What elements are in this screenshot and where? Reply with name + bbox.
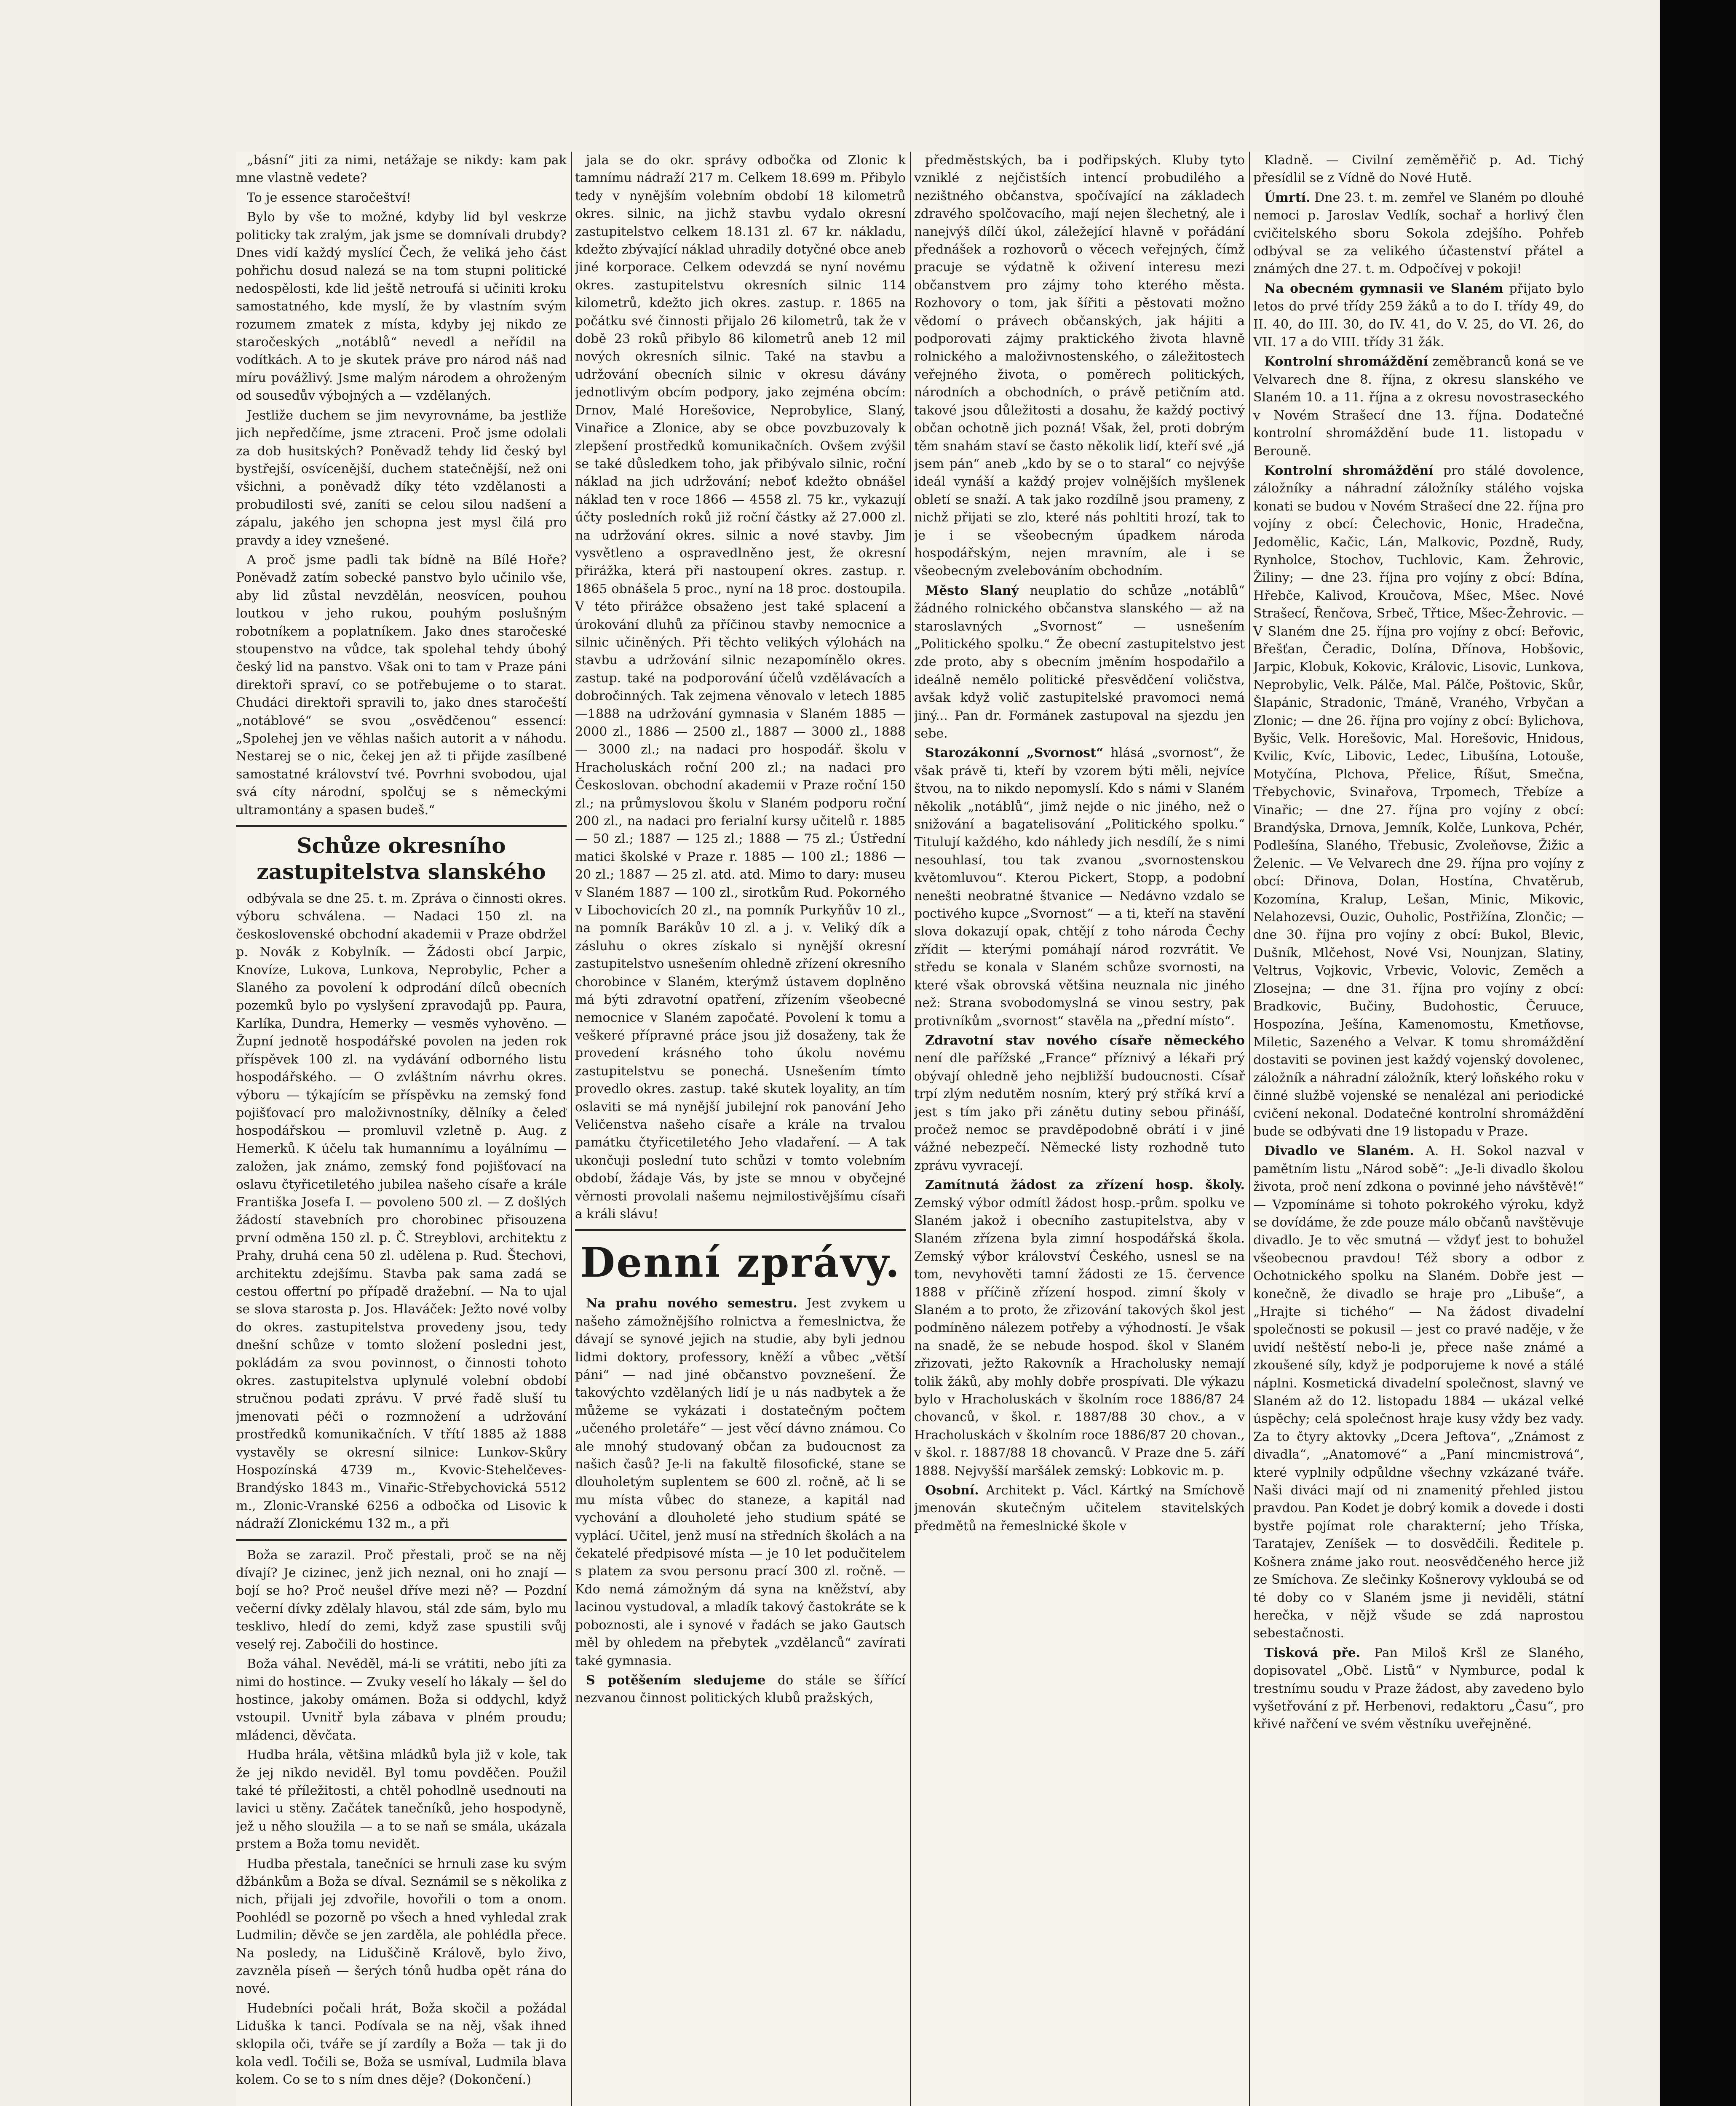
news-text: Dne 23. t. m. zemřel ve Slaném po dlouhé nemoci p. Jaroslav Vedlík, sochař a horlivý člen cvičitelského sboru Sokola zdejšího. Pohřeb odbýval se za velikého účastenství přátel a známých dne 27. t. m. Odpočívej v pokoji! [1253, 190, 1584, 277]
news-text: pro stálé dovolence, záložníky a náhradní záložníky stálého vojska konati se budou v Novém Strašecí dne 22. října pro vojíny z obcí: Čelechovic, Honic, Hradečna, Jedomělic, Kačic, Lán, Malkovic, Pozdně, Rudy, Rynholce, Stochov, Tuchlovic, Kam. Žehrovic, Žiliny; — dne 23. října pro vojíny z obcí: Bdína, Hřebče, Kalivod, Kroučova, Mšec, Mšec. Nové Strašecí, Řenčova, Srbeč, Třtice, Mšec-Žehrovic. — V Slaném dne 25. října pro vojíny z obcí: Beřovic, Břešťan, Čeradic, Dolína, Dřínova, Hobšovic, Jarpic, Klobuk, Kokovic, Královic, Lisovic, Lunkova, Neprobylic, Velk. Pálče, Mal. Pálče, Poštovic, Skůr, Šlapánic, Stradonic, Tmáně, Vraného, Vrbyčan a Zlonic; — dne 26. října pro vojíny z obcí: Bylichova, Byšic, Velk. Horešovic, Mal. Horešovic, Hnidous, Kvilic, Kvíc, Libovic, Ledec, Libušína, Lotouše, Motyčína, Plchova, Přelice, Říšut, Smečna, Třebychovic, Svinařova, Trpomech, Třebíze a Vinařic; — dne 27. října pro vojíny z obcí: Brandýska, Drnova, Jemník, Kolče, Lunkova, Pchér, Podlešína, Slaného, Třebusic, Zvoleňovse, Žižic a Želenic. — Ve Velvarech dne 29. října pro vojíny z obcí: Dřinova, Dolan, Hostína, Chvatěrub, Kozomína, Kralup, Lešan, Minic, Mikovic, Nelahozevsi, Ouzic, Ouholic, Postřižína, Zlončic; — dne 30. října pro vojíny z obcí: Bukol, Blevic, Dušník, Mlčehost, Nové Vsi, Nounjzan, Slatiny, Veltrus, Vojkovic, Vrbevic, Volovic, Zeměch a Zlosejna; — dne 31. října pro vojíny z obcí: Bradkovic, Bučiny, Budohostic, Čeruuce, Hospozína, Ješína, Kamenomostu, Kmetňovse, Miletic, Sazeného a Velvar. K tomu shromáždění dostaviti se povinen jest každý vojenský dovolenec, záložník a náhradní záložník, který loňského roku v činné službě vojenské se nenalézal ani periodické cvičení nekonal. Dodatečné kontrolní shromáždění bude se odbývati dne 19 listopadu v Praze. [1253, 463, 1584, 1139]
paragraph: jala se do okr. správy odbočka od Zlonic k tamnímu nádraží 217 m. Celkem 18.699 m. Přibylo tedy v nynějším volebním období 18 kilometrů okres. silnic, na jichž stavbu vydalo okresní zastupitelstvo celkem 18.131 zl. 67 kr. nákladu, kdežto zbývající náklad uhradily dotyčné obce aneb jiné korporace. Celkem odevzdá se nyní novému okres. zastupitelstvu okresních silnic 114 kilometrů, kdežto jich okres. zastup. r. 1865 na počátku své činnosti přijalo 26 kilometrů, tak že v době 23 roků přibylo 86 kilometrů aneb 12 mil nových okresních silnic. Také na stavbu a udržování obecních silnic v okresu dávány jednotlivým obcím podpory, jako zejména obcím: Drnov, Malé Horešovice, Neprobylice, Slaný, Vinařice a Zlonice, aby se obce povzbuzovaly k zlepšení prostředků komunikačních. Ovšem zvýšil se také důsledkem toho, jak přibývalo silnic, roční náklad na jich udržování; neboť kdežto obnášel náklad ten v roce 1866 — 4558 zl. 75 kr., vykazují účty posledních roků již roční částky až 27.000 zl. na udržování okres. silnic a nové stavby. Jim vysvětleno a ospravedlněno jest, že okresní přirážka, která při nastoupení okres. zastup. r. 1865 obnášela 5 proc., nyní na 18 proc. dostoupila. V této přirážce obsaženo jest také splacení a úrokování dluhů za příčinou stavby nemocnice a silnic učiněných. Při těchto velikých výlohách na stavbu a udržování silnic nezapomínělo okres. zastup. také na podporování účelů vzdělávacích a dobročinných. Tak zejmena věnovalo v letech 1885—1888 na udržování gymnasia v Slaném 1885 — 2000 zl., 1886 — 2500 zl., 1887 — 3000 zl., 1888 — 3000 zl.; na nadaci pro hospodář. školu v Hracholuskách roční 200 zl.; na nadaci pro Českoslovan. obchodní akademii v Praze roční 150 zl.; na průmyslovou školu v Slaném podporu roční 200 zl., na nadaci pro ferialní kursy učitelů r. 1885 — 50 zl.; 1887 — 125 zl.; 1888 — 75 zl.; Ústřední matici školské v Praze r. 1885 — 100 zl.; 1886 — 20 zl.; 1887 — 25 zl. atd. atd. Mimo to dary: museu v Slaném 1887 — 100 zl., sirotkům Rud. Pokorného v Libochovicích 20 zl., na pomník Purkyňův 10 zl., na pomník Barákův 10 zl. a j. v. Veliký dík a zásluhu o okres získalo si nynější okresní zastupitelstvo usnešením ohledně zřízení okresního chorobince v Slaném, kterýmž ústavem doplněno má býti zdravotní opatření, zřízením všeobecné nemocnice v Slaném započaté. Povolení k tomu a veškeré přípravné práce jsou již dosaženy, tak že provedení krásného toho úkolu novému zastupitelstvu se ponechá. Usnešením tímto provedlo okres. zastup. také skutek loyality, an tím oslaviti se má nynější jubilejní rok panování Jeho Veličenstva našeho císaře a krále na trvalou památku čtyřicetiletého Jeho vladaření. — A tak ukončuji poslední tuto schůzi v tomto volebním období, žádaje Vás, by jste se mnou v obyčejné věrnosti provolali našemu nejmilostivějšímu císaři a králi slávu! [575, 153, 906, 1221]
news-lead: Město Slaný [925, 583, 1019, 598]
news-lead: Úmrtí. [1264, 190, 1311, 205]
column-rule [571, 152, 572, 2106]
news-text: Architekt p. Václ. Kártký na Smíchově jmenován skutečným učitelem stavitelských předmětů na řemeslnické škole v [914, 1483, 1245, 1534]
news-text: Zemský výbor odmítl žádost hosp.-prům. spolku ve Slaném jakož i obecního zastupitelstva, aby v Slaném zřízena byla zimní hospodářská škola. Zemský výbor království Českého, usnesl se na tom, nevyhověti tamní žádosti ze 15. července 1888 v příčině zřízení hospod. zimní školy v Slaném a to proto, že zřizování takových škol jest podmíněno nálezem potřeby a výhodností. Je však na snadě, že se nebude hospod. škol v Slaném zřizovati, ježto Rakovník a Hracholusky nemají tolik žáků, aby mohly dobře prospívati. Dle výkazu bylo v Hracholuskách v školním roce 1886/87 24 chovanců, v škol. r. 1887/88 30 chov., a v Hracholuskách v školním roce 1886/87 20 chovan., v škol. r. 1887/88 18 chovanců. V Praze dne 5. září 1888. Nejvyšší maršálek zemský: Lobkovic m. p. [914, 1195, 1245, 1478]
paragraph: Jestliže duchem se jim nevyrovnáme, ba jestliže jich nepředčíme, jsme ztraceni. Proč jsme odolali za dob husitských? Poněvadž tehdy lid český byl bystřejší, osvícenější, duchem statečnější, než oni všichni, a poněvadž díky této vzdělanosti a probudilosti své, zaníti se celou silou nadšení a zápalu, jakého jen schopna jest mysl čilá pro pravdy a idey vznešené. [236, 408, 567, 548]
news-item [575, 1672, 906, 1708]
news-item [914, 582, 1245, 743]
column-rule [910, 152, 911, 2106]
column-rule [1249, 152, 1250, 2106]
column-4 [1253, 152, 1584, 2106]
news-item [914, 744, 1245, 1030]
story-paragraph: Hudba přestala, tanečníci se hrnuli zase ku svým džbánkům a Boža se díval. Seznámil se s několika z nich, přijali jej zdvořile, hovořili o tom a onom. Poohlédl se pozorně po všech a hned vyhledal zrak Ludmilin; děvče se jen zarděla, ale pohlédla přece. Na posledy, na Liduščině Králově, bylo živo, zavzněla píseň — šerých tónů hudba opět rána do nové. [236, 1856, 567, 1996]
story-paragraph: Hudebníci počali hrát, Boža skočil a požádal Liduška k tanci. Podívala se na něj, však ihned sklopila oči, tváře se jí zardíly a Boža — tak ji do kola vedl. Točili se, Boža se usmíval, Ludmila blava kolem. Co se to s ním dnes děje? (Dokončení.) [236, 2001, 567, 2087]
column-3 [914, 152, 1245, 2106]
news-item [1253, 152, 1584, 187]
news-lead: Kontrolní shromáždění [1264, 463, 1434, 478]
news-text: A. H. Sokol nazval v pamětním listu „Národ sobě“: „Je-li divadlo školou života, proč není zdkona o povinné jeho návštěvě!“ — Vzpomínáme si tohoto pokrokého výroku, když se dovídáme, že zde pouze málo občanů navštěvuje divadlo. Je to věc smutná — vždyť jest to bohužel všeobecnou pravdou! Též sbory a odbor z Ochotnického spolku na Slaném. Dobře jest — konečně, že divadlo se hraje pro „Libuše“, a „Hrajte si tichého“ — Na žádost divadelní společnosti se pokusil — jest co pravé naděje, v že uvidí neštěstí nebo-li je, přece naše známé a zkoušené síly, když je podporujeme k nové a stálé náplni. Kosmetická divadelní společnost, slavný ve Slaném až do 12. listopadu 1884 — ukázal velké úspěchy; celá společnost hraje kusy vždy bez vady. Za to čtyry aktovky „Dcera Jeftova“, „Známost z divadla“, „Anatomové“ a „Paní mincmistrová“, které vyplnily odpůldne všechny vzkázané tváře. Naši diváci mají od ni znamenitý přehled jistou pravdou. Pan Kodet je dobrý komik a dovede i dosti bystře pojímat role charakterní; jeho Tříska, Taratajev, Zeníšek — to dosvědčili. Ředitele p. Košnera známe jako rout. neosvědčeného herce již ze Smíchova. Ze slečinky Košnerovy vykloubá se od té doby co v Slaném jsme ji neviděli, státní herečka, v nějž všude se zdá naprostou sebestačnosti. [1253, 1144, 1584, 1641]
news-item [1253, 462, 1584, 1141]
paragraph: předměstských, ba i podřipských. Kluby tyto vzniklé z nejčistších intencí probudilého a nezištného občanstva, spočívající na základech zdravého spolčovacího, mají nejen šlechetný, ale i nanejvýš dílčí úkol, záležející hlavně v pořádání přednášek a rozhovorů o věcech veřejných, čímž pracuje se výdatně k oživení interesu mezi občanstvem pro zájmy toho kterého města. Rozhovory o tom, jak šířiti a pěstovati možno vědomí o právech občanských, jak hájiti a podporovati zájmy praktického života hlavně rolnického a maloživnostenského, o záležitostech veřejného života, o poměrech politických, národních a obchodních, o právě petičním atd. takové jsou důležitosti a dosahu, že každý poctivý občan ochotně jich pozná! Však, žel, proti dobrým těm snahám staví se často několik lidí, kteří své „já jsem pán“ aneb „kdo by se o to staral“ co nejvýše ideál vynáší a každý projev volnějších myšlenek obletí se snaží. A tak jako rozdílně jsou prameny, z nichž přijati se zlo, které nás pohltiti hrozí, tak to je i se všeobecným úpadkem národa hospodářským, nejen mravním, ale i se všeobecným zvelebováním obchodním. [914, 153, 1245, 579]
news-item [1253, 1142, 1584, 1642]
news-lead: Starozákonní „Svornost“ [925, 746, 1104, 761]
news-text: zeměbranců koná se ve Velvarech dne 8. října, z okresu slanského ve Slaném 10. a 11. října a z okresu novostraseckého v Novém Strašecí dne 13. října. Dodatečné kontrolní shromáždění bude 11. listopadu v Berouně. [1253, 354, 1584, 459]
section-divider [236, 825, 567, 827]
news-lead: Na prahu nového semestru. [586, 1296, 797, 1311]
newspaper-page [236, 152, 1584, 2106]
news-lead: Na obecném gymnasii ve Slaném [1264, 281, 1503, 296]
column-2 [575, 152, 906, 2106]
story-paragraph: Boža váhal. Nevěděl, má-li se vrátiti, nebo jíti za nimi do hostince. — Zvuky veselí ho lákaly — šel do hostince, jakoby omámen. Boža si oddychl, když vstoupil. Uvnitř byla zábava v plném proudu; mládenci, děvčata. [236, 1657, 567, 1743]
news-lead: Kontrolní shromáždění [1264, 354, 1428, 369]
story-paragraph: Boža se zarazil. Proč přestali, proč se na něj dívají? Je cizinec, jenž jich neznal, oni ho znají — bojí se ho? Proč neušel dříve mezi ně? — Pozdní večerní dívky zdělaly hlavou, stál zde sám, bylo mu tesklivo, hledí do zemi, když zase spustili svůj veselý rej. Zabočili do hostince. [236, 1547, 567, 1652]
story-paragraph: Hudba hrála, většina mládků byla již v kole, tak že jej nikdo neviděl. Byl tomu povděčen. Použil také té příležitosti, a chtěl pohodlně usednouti na lavici u stěny. Začátek tanečníků, jeho hospodyně, jež u něho sloužila — a to se naň se smála, ukázala prstem a Boža tomu nevidět. [236, 1748, 567, 1852]
news-text: neuplatio do schůze „notáblů“ žádného rolnického občanstva slanského — až na staroslavných „Svornost“ — usnešením „Politického spolku.“ Že obecní zastupitelstvo jest zde proto, aby s obecním jměním hospodařilo a ideálně nemělo politické přesvědčení voličstva, avšak když volič zastupitelské pravomoci nemá jiný... Pan dr. Formánek zastupoval na sjezdu jen sebe. [914, 583, 1245, 741]
scan-border [1660, 0, 1736, 2106]
news-lead: Divadlo ve Slaném. [1264, 1144, 1414, 1159]
news-text: Pan Miloš Kršl ze Slaného, dopisovatel „Obč. Listů“ v Nymburce, podal k trestnímu soudu v Praze žádost, aby zavedeno bylo vyšetřování z př. Herbenovi, redaktoru „Času“, pro křivé nařčení ve svém věstníku uveřejněné. [1253, 1645, 1584, 1732]
news-item [1253, 353, 1584, 460]
paragraph: odbývala se dne 25. t. m. Zpráva o činnosti okres. výboru schválena. — Nadaci 150 zl. na československé obchodní akademii v Praze obdržel p. Novák z Kobylník. — Žádosti obcí Jarpic, Knovíze, Lukova, Lunkova, Neprobylic, Pcher a Slaného za povolení k odprodání dílců obecních pozemků bylo po vyslyšení zpravodajů pp. Paura, Karlíka, Dundra, Hemerky — vesměs vyhověno. — Župní jednotě hospodářské povolen na jeden rok příspěvek 100 zl. na vydávání odborného listu hospodářského. — O zvláštním návrhu okres. výboru — týkajícím se příspěvku na zemský fond pojišťovací pro maloživnostníky, dělníky a čeleď hospodářskou — promluvil vzletně p. Aug. z Hemerků. K účelu tak humannímu a loyálnímu — založen, jak známo, zemský fond pojišťovací na oslavu čtyřicetiletého jubilea našeho císaře a krále Františka Josefa I. — povoleno 500 zl. — Z došlých žádostí stavebních pro chorobinec přisouzena první odměna 150 zl. p. Č. Streyblovi, architektu z Prahy, druhá cena 50 zl. udělena p. Rud. Štechovi, architektu zdejšímu. Stavba pak sama zadá se cestou offertní po případě dražební. — Na to ujal se slova starosta p. Jos. Hlaváček: Ježto nové volby do okres. zastupitelstva provedeny jsou, tedy dnešní schůze v tomto složení posledni jest, pokládám za svou povinnost, o činnosti tohoto okres. zastupitelstva uplynulé volební období stručnou podati zprávu. V prvé řadě sluší tu jmenovati péči o rozmnožení a udržování prostředků komunikačních. V třítí 1885 až 1888 vystavěly se okresní silnice: Lunkov-Skůry Hospozínská 4739 m., Kvovic-Stehelčeves-Brandýsko 1843 m., Vinařic-Střebychovická 5512 m., Zlonic-Vranské 6256 a odbočka od Lisovic k nádraží Zlonickému 132 m., a při [236, 891, 567, 1531]
news-text: Kladně. — Civilní zeměměřič p. Ad. Tichý přesídlil se z Vídně do Nové Hutě. [1253, 153, 1584, 186]
news-lead: Tisková pře. [1264, 1645, 1361, 1660]
news-lead: S potěšením sledujeme [586, 1673, 766, 1688]
news-text: přijato bylo letos do prvé třídy 259 žáků a to do I. třídy 49, do II. 40, do III. 30, do IV. 41, do V. 25, do VI. 26, do VII. 17 a do VIII. třídy 31 žák. [1253, 281, 1584, 350]
section-title: Schůze okresního zastupitelstva slanského [257, 833, 546, 885]
paragraph: To je essence staročeštví! [247, 190, 411, 205]
news-item [1253, 280, 1584, 352]
news-item [575, 1295, 906, 1670]
news-item [914, 1032, 1245, 1175]
paragraph: A proč jsme padli tak bídně na Bílé Hoře? Poněvadž zatím sobecké panstvo bylo učinilo vše, aby lid zůstal nevzdělán, neosvícen, pouhou loutkou v jeho rukou, pouhým poslušným robotníkem a poplatníkem. Jako dnes staročeské stoupenstvo na vůdce, tak spolehal tehdy úbohý český lid na panstvo. Však oni to tam v Praze páni direktoři spraví, co se potřebujeme o to starat. Chudáci direktoři spravili to, jako dnes staročeští „notáblové“ se svou „osvědčenou“ essencí: „Spolehej jen ve věhlas našich autorit a v náhodu. Nestarej se o nic, čekej jen až ti přijde zasílbené samostatné království tvé. Povrhni svobodou, ujal svá cíty národní, spolčuj se s německými ultramontány a spasen budeš.“ [236, 552, 567, 818]
news-lead: Zdravotní stav nového císaře německého [925, 1033, 1245, 1048]
paragraph: „básní“ jiti za nimi, netážaje se nikdy: kam pak mne vlastně vedete? [236, 153, 567, 186]
paragraph: Bylo by vše to možné, kdyby lid byl veskrze politicky tak zralým, jak jsme se domnívali drubdy? Dnes vidí každý myslící Čech, že veliká jeho část pohřichu dosud nalezá se na tom stupni politické nedospělosti, kde lid ještě netroufá si učiniti kroku samostatného, kde myslí, že by vlastním svým rozumem zmatek z místa, kdyby jej nikdo ze staročeských „notáblů“ nevedl a neřídil na vodítkách. A to je skutek práve pro národ náš nad míru povážlivý. Jsme malým národem a ohroženým od sousedův výbojných a — vzdělaných. [236, 210, 567, 404]
news-item [1253, 1644, 1584, 1734]
news-item [1253, 189, 1584, 278]
news-text: hlásá „svornost“, že však právě ti, kteří by vzorem býti měli, nejvíce štvou, na to nikdo nepomyslí. Kdo s námi v Slaném několik „notáblů“, jimž nejde o nic jiného, než o snižování a bagatelisování „Politického spolku.“ Titulují každého, kdo náhledy jich nesdílí, že s nimi nesouhlasí, tou tak zvanou „svornostenskou květomluvou“. Kterou Pickert, Stopp, a podobní nenešti neobratné štvanice — Nedávno vzdalo se poctivého kupce „Svornost“ — a ti, kteří na stavění slova dokazují opak, chtějí z toho národa Čechy zřídit — kterými pomáhají národ rozvrátit. Ve středu se konala v Slaném schůze svornosti, na které však obrovská většina neuznala nic jiného než: Strana svobodomyslná se vinou sestry, pak protivníkům „svornost“ stavěla na „přední místo“. [914, 746, 1245, 1029]
news-item [914, 1176, 1245, 1480]
news-text: Jest zvykem u našeho zámožnějšího rolnictva a řemeslnictva, že dávají se synové jejich na studie, aby byli jednou lidmi doktory, professory, kněží a vůbec „větší páni“ — nad jiné občanstvo povznešení. Že takovýchto vzdělaných lidí je u nás nadbytek a že můžeme se vykázati i dostatečným počtem „učeného proletáře“ — jest věcí dávno známou. Co ale mnohý studovaný občan za budoucnost za našich časů? Je-li na fakultě filosofické, stane se dlouholetým suplentem se 600 zl. ročně, ač li se mu místa vůbec do staneze, a kapitál nad vychování a dlouholeté jeho studium spáté se vyplácí. Učitel, jenž musí na středních školách a na čekatelé předpisové místa — je 10 let podučitelem s platem za svou personu prací 300 zl. ročně. — Kdo nemá zámožným dá syna na kněžství, aby lacinou vystudoval, a mladík takový častokráte se k poboznosti, ale i synové v řadách se jako Gautsch měl by ohledem na přebytek „vzdělanců“ zavírati také gymnasia. [575, 1296, 906, 1668]
news-lead: Osobní. [925, 1483, 979, 1498]
column-1 [236, 152, 567, 2106]
section-masthead: Denní zprávy. [580, 1239, 901, 1287]
news-item [914, 1482, 1245, 1535]
news-text: do stále se šířící nezvanou činnost politických klubů pražských, [575, 1673, 906, 1706]
news-lead: Zamítnutá žádost za zřízení hosp. školy. [925, 1178, 1245, 1193]
news-text: není dle pařížské „France“ příznivý a lékaři prý obývají ohledně jeho nejbližší budoucnosti. Císař trpí zlým nedutěm nosním, který prý stříká krví a jest s tím jako při zánětu dutiny sebou přináší, pročež nemoc se pravděpodobně obrátí i v jiné vážné nebezpečí. Německé listy rozhodně tuto zprávu vyvracejí. [914, 1051, 1245, 1173]
section-divider [575, 1229, 906, 1231]
section-divider [236, 1539, 567, 1541]
